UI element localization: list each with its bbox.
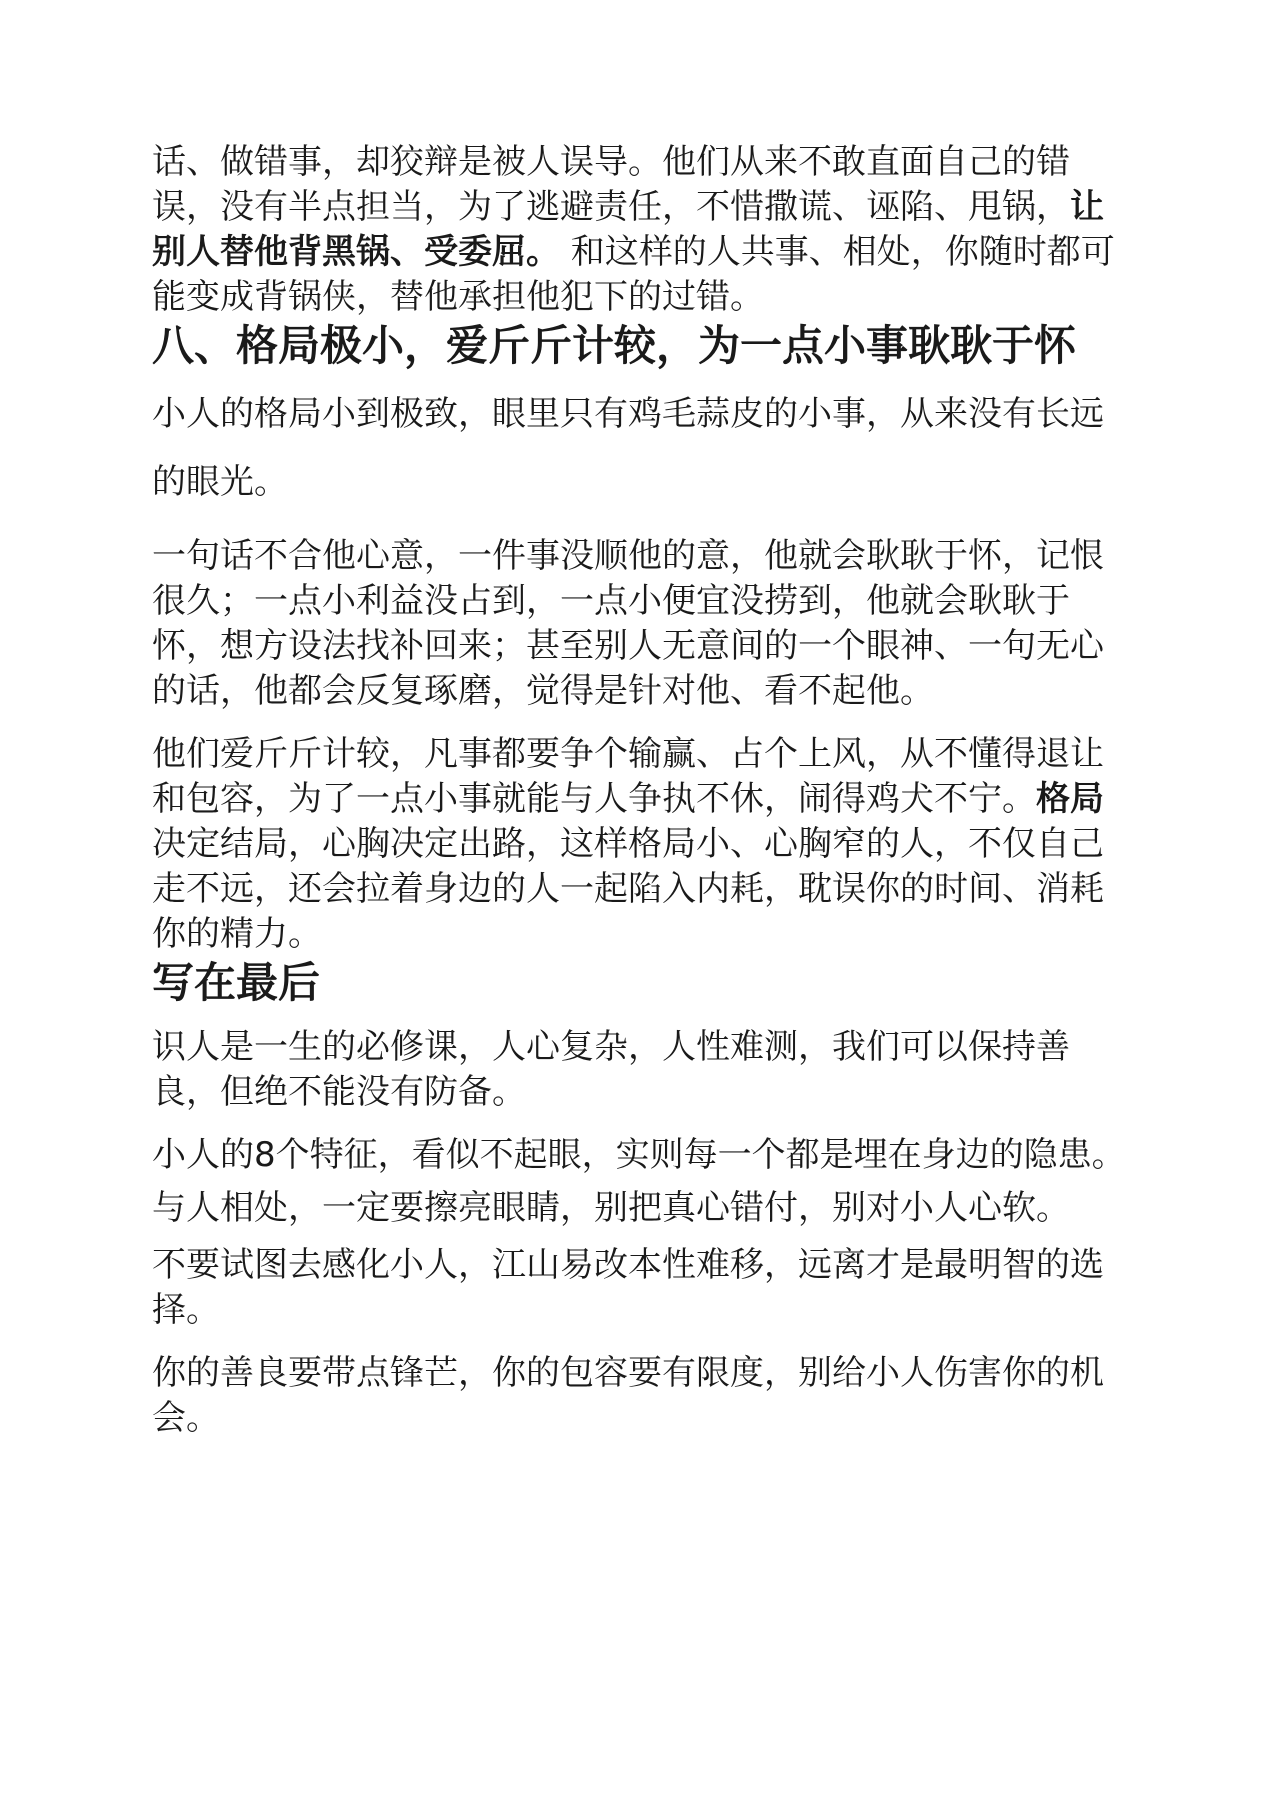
paragraph-text: 决定结局，心胸决定出路，这样格局小、心胸窄的人，不仅自己走不远，还会拉着身边的人一起陷入内耗，耽误你的时间、消耗你的精力。	[152, 824, 1104, 954]
article-body	[152, 140, 1132, 1441]
section-8-paragraph-1: 小人的格局小到极致，眼里只有鸡毛蒜皮的小事，从来没有长远的眼光。	[152, 394, 1104, 502]
final-paragraph-4: 不要试图去感化小人，江山易改本性难移，远离才是最明智的选择。	[152, 1245, 1104, 1330]
section-8-title: 八、格局极小，爱斤斤计较，为一点小事耿耿于怀	[152, 321, 1077, 370]
final-paragraph-3: 与人相处，一定要擦亮眼睛，别把真心错付，别对小人心软。	[152, 1188, 1070, 1228]
section-8-paragraph-3	[152, 732, 1132, 957]
paragraph-blame	[152, 140, 1132, 320]
final-paragraph-1: 识人是一生的必修课，人心复杂，人性难测，我们可以保持善良，但绝不能没有防备。	[152, 1027, 1070, 1112]
paragraph-text: 话、做错事，却狡辩是被人误导。他们从来不敢直面自己的错误，没有半点担当，为了逃避责任，不惜撒谎、诬陷、甩锅，	[152, 142, 1070, 227]
bold-emphasis: 让别人替他背黑锅、受委屈。	[152, 187, 1104, 272]
bold-emphasis: 格局	[1036, 779, 1104, 819]
final-paragraph-2: 小人的8个特征，看似不起眼，实则每一个都是埋在身边的隐患。	[152, 1135, 1126, 1175]
paragraph-text: 他们爱斤斤计较，凡事都要争个输赢、占个上风，从不懂得退让和包容，为了一点小事就能与人争执不休，闹得鸡犬不宁。	[152, 734, 1104, 819]
section-8-paragraph-2: 一句话不合他心意，一件事没顺他的意，他就会耿耿于怀，记恨很久；一点小利益没占到，一点小便宜没捞到，他就会耿耿于怀，想方设法找补回来；甚至别人无意间的一个眼神、一句无心的话，他都会反复琢磨，觉得是针对他、看不起他。	[152, 536, 1104, 711]
final-section-title: 写在最后	[152, 958, 321, 1007]
final-paragraph-5: 你的善良要带点锋芒，你的包容要有限度，别给小人伤害你的机会。	[152, 1353, 1104, 1438]
paragraph-text: 和这样的人共事、相处，你随时都可能变成背锅侠，替他承担他犯下的过错。	[152, 232, 1115, 317]
